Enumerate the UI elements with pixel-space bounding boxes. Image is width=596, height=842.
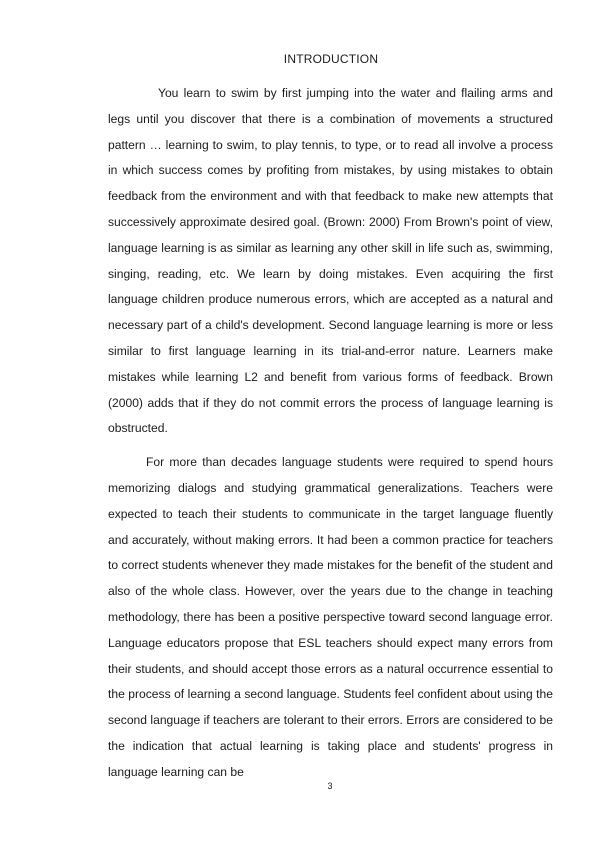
section-heading: INTRODUCTION [283, 52, 379, 66]
page-number: 3 [327, 781, 333, 791]
paragraph-1: You learn to swim by first jumping into the water and flailing arms and legs until you discover that there is a combination of movements a structured pattern … learning to swim, to play tennis, to type, or to read all involve a process in which success comes by profiting from mistakes, by using mistakes to obtain feedback from the environment and with that feedback to make new attempts that successively approximate desired goal. (Brown: 2000) From Brown's point of view, language learning is as similar as learning any other skill in life such as, swimming, singing, reading, etc. We learn by doing mistakes. Even acquiring the first language children produce numerous errors, which are accepted as a natural and necessary part of a child's development. Second language learning is more or less similar to first language learning in its trial-and-error nature. Learners make mistakes while learning L2 and benefit from various forms of feedback. Brown (2000) adds that if they do not commit errors the process of language learning is obstructed. [108, 86, 553, 436]
body-text [108, 81, 553, 786]
paragraph-2: For more than decades language students were required to spend hours memorizing dialogs and studying grammatical generalizations. Teachers were expected to teach their students to communicate in the target language fluently and accurately, without making errors. It had been a common practice for teachers to correct students whenever they made mistakes for the benefit of the student and also of the whole class. However, over the years due to the change in teaching methodology, there has been a positive perspective toward second language error. Language educators propose that ESL teachers should expect many errors from their students, and should accept those errors as a natural occurrence essential to the process of learning a second language. Students feel confident about using the second language if teachers are tolerant to their errors. Errors are considered to be the indication that actual learning is taking place and students' progress in language learning can be [108, 455, 553, 779]
